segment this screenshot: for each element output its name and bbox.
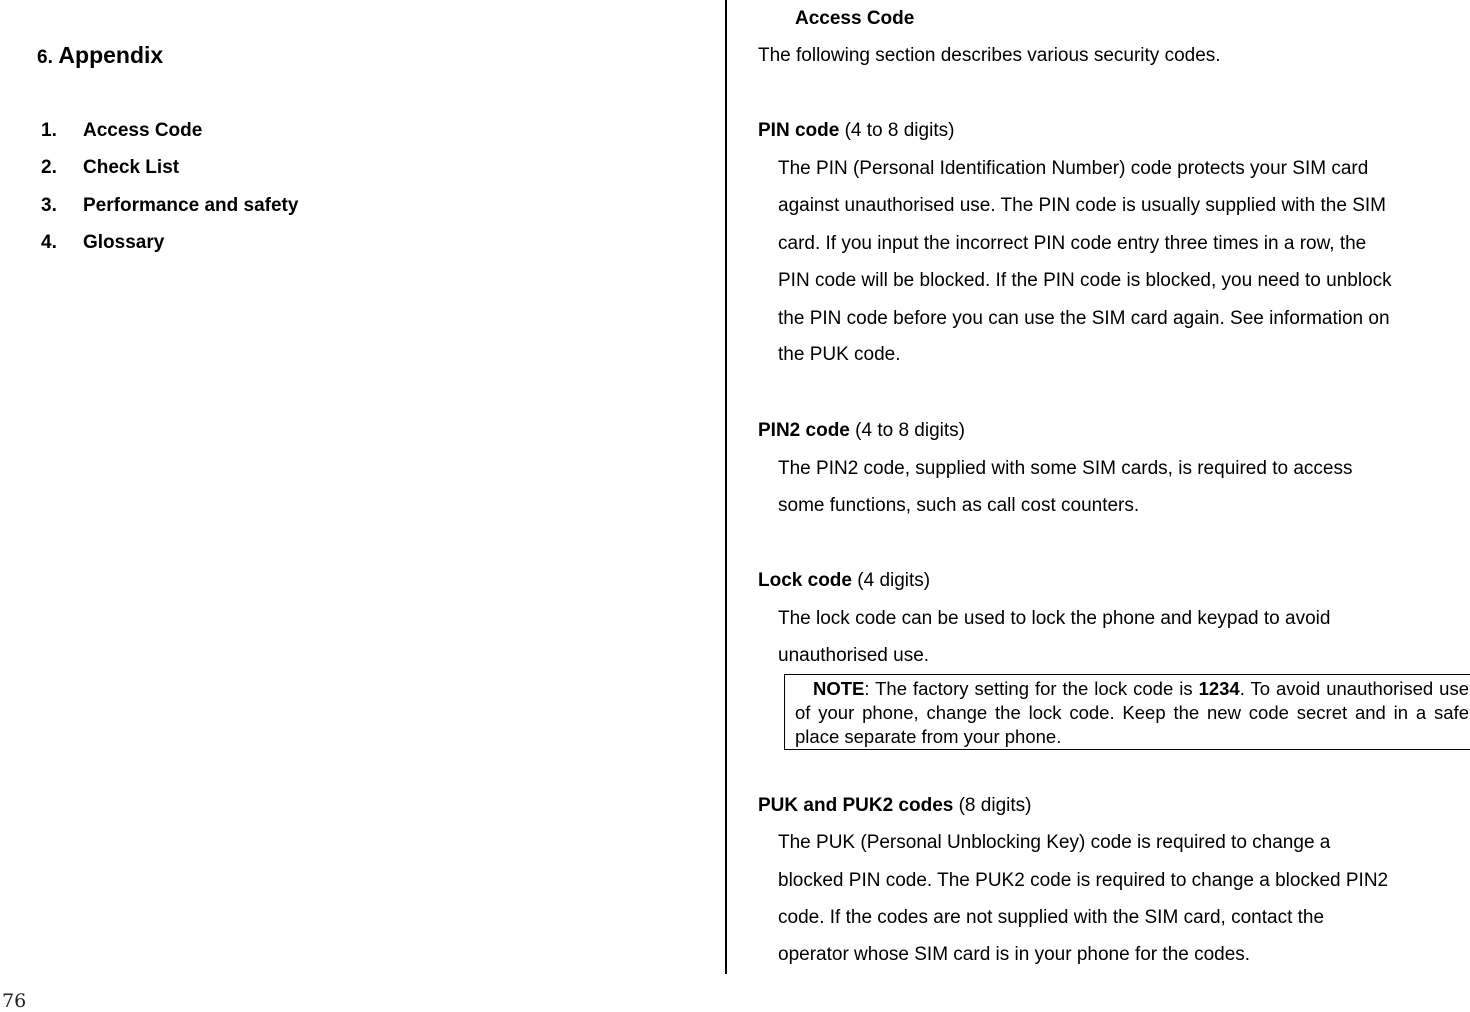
pin-line: The PIN (Personal Identification Number) code protects your SIM card bbox=[778, 158, 1369, 179]
toc-item-check-list[interactable]: Check List bbox=[83, 157, 180, 178]
pin-line: against unauthorised use. The PIN code is usually supplied with the SIM bbox=[778, 195, 1386, 216]
page-number: 76 bbox=[2, 990, 27, 1012]
toc-number: 2. bbox=[41, 157, 57, 178]
pin-digits: (4 to 8 digits) bbox=[844, 120, 955, 141]
puk-title: PUK and PUK2 codes bbox=[758, 795, 954, 816]
puk-heading bbox=[758, 795, 1031, 817]
pin-title: PIN code bbox=[758, 120, 840, 141]
pin-heading bbox=[758, 120, 954, 142]
lock-line: unauthorised use. bbox=[778, 645, 930, 666]
note-text-b: . To avoid unauthorised use of your phone, change the lock code. Keep the new code secret and in a safe place separate from your phone. bbox=[795, 678, 1470, 747]
toc-number: 3. bbox=[41, 195, 57, 216]
lock-line: The lock code can be used to lock the phone and keypad to avoid bbox=[778, 608, 1331, 629]
lock-title: Lock code bbox=[758, 570, 852, 591]
pin-line: card. If you input the incorrect PIN code entry three times in a row, the bbox=[778, 233, 1367, 254]
puk-line: The PUK (Personal Unblocking Key) code is required to change a bbox=[778, 832, 1331, 853]
pin-line: the PUK code. bbox=[778, 344, 901, 365]
toc-number: 4. bbox=[41, 232, 57, 253]
puk-line: operator whose SIM card is in your phone for the codes. bbox=[778, 944, 1251, 965]
toc-number: 1. bbox=[41, 120, 57, 141]
pin-line: PIN code will be blocked. If the PIN code is blocked, you need to unblock bbox=[778, 270, 1392, 291]
toc-item-access-code[interactable]: Access Code bbox=[83, 120, 203, 141]
chapter-number: 6. bbox=[37, 47, 53, 68]
note-box bbox=[784, 674, 1470, 750]
section-intro: The following section describes various security codes. bbox=[758, 45, 1221, 66]
pin2-line: some functions, such as call cost counters. bbox=[778, 495, 1140, 516]
lock-heading bbox=[758, 570, 930, 592]
pin2-line: The PIN2 code, supplied with some SIM cards, is required to access bbox=[778, 458, 1353, 479]
note-label: NOTE bbox=[812, 678, 865, 699]
page-divider bbox=[725, 0, 727, 974]
note-text-a: : The factory setting for the lock code is bbox=[864, 678, 1199, 699]
lock-digits: (4 digits) bbox=[857, 570, 931, 591]
puk-line: code. If the codes are not supplied with the SIM card, contact the bbox=[778, 907, 1325, 928]
chapter-title: Appendix bbox=[58, 42, 164, 68]
pin2-title: PIN2 code bbox=[758, 420, 850, 441]
pin-line: the PIN code before you can use the SIM card again. See information on bbox=[778, 308, 1390, 329]
section-title: Access Code bbox=[795, 8, 915, 29]
chapter-heading bbox=[37, 42, 163, 69]
puk-line: blocked PIN code. The PUK2 code is required to change a blocked PIN2 bbox=[778, 870, 1389, 891]
note-lock-code: 1234 bbox=[1198, 678, 1240, 699]
pin2-heading bbox=[758, 420, 965, 442]
toc-item-glossary[interactable]: Glossary bbox=[83, 232, 165, 253]
pin2-digits: (4 to 8 digits) bbox=[855, 420, 965, 441]
toc-item-performance-and-safety[interactable]: Performance and safety bbox=[83, 195, 299, 216]
puk-digits: (8 digits) bbox=[958, 795, 1032, 816]
